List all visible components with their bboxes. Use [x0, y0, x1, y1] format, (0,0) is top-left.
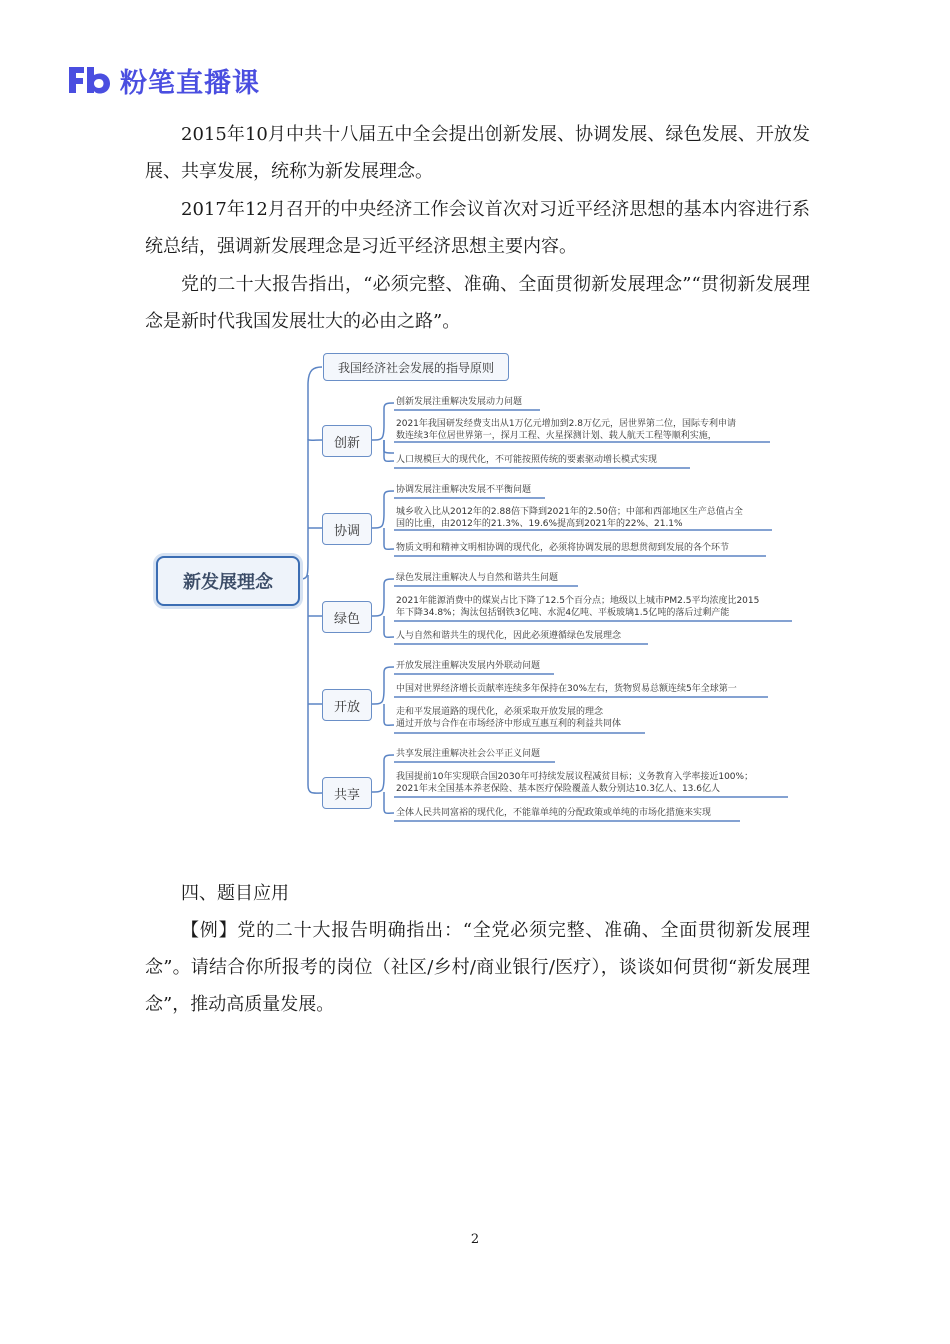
- leaf-openness-data: 中国对世界经济增长贡献率连续多年保持在30%左右，货物贸易总额连续5年全球第一: [396, 684, 737, 694]
- leaf-green-modernization: 人与自然和谐共生的现代化，因此必须遵循绿色发展理念: [396, 631, 622, 641]
- fb-logo-icon: [66, 63, 112, 97]
- category-coordination: 协调: [322, 513, 372, 545]
- leaf-innovation-data: 2021年我国研发经费支出从1万亿元增加到2.8万亿元，居世界第二位，国际专利申请 数连续3年位居世界第一，探月工程、火星探测计划、载人航天工程等顺利实施，: [396, 419, 736, 441]
- brand-name: 粉笔直播课: [120, 67, 260, 99]
- section-heading-application: 四、题目应用: [181, 883, 289, 904]
- leaf-innovation-goal: 创新发展注重解决发展动力问题: [396, 397, 523, 407]
- category-innovation: 创新: [322, 425, 372, 457]
- category-green: 绿色: [322, 601, 372, 633]
- leaf-coordination-goal: 协调发展注重解决发展不平衡问题: [396, 485, 532, 495]
- leaf-sharing-modernization: 全体人民共同富裕的现代化，不能靠单纯的分配政策或单纯的市场化措施来实现: [396, 808, 712, 818]
- leaf-openness-modernization: 走和平发展道路的现代化，必须采取开放发展的理念 通过开放与合作在市场经济中形成互惠互利的利益共同体: [396, 707, 622, 729]
- paragraph-2015: 2015年10月中共十八届五中全会提出创新发展、协调发展、绿色发展、开放发展、共享发展，统称为新发展理念。: [145, 124, 810, 182]
- leaf-green-data: 2021年能源消费中的煤炭占比下降了12.5个百分点；地级以上城市PM2.5平均浓度比2015 年下降34.8%；淘汰包括钢铁3亿吨、水泥4亿吨、平板玻璃1.5亿吨的落后过剩产能: [396, 596, 760, 618]
- leaf-sharing-data: 我国提前10年实现联合国2030年可持续发展议程减贫目标；义务教育入学率接近100%； 2021年末全国基本养老保险、基本医疗保险覆盖人数分别达10.3亿人、13.6亿人: [396, 772, 754, 794]
- paragraph-2017: 2017年12月召开的中央经济工作会议首次对习近平经济思想的基本内容进行系统总结，强调新发展理念是习近平经济思想主要内容。: [145, 199, 810, 257]
- leaf-openness-goal: 开放发展注重解决发展内外联动问题: [396, 661, 541, 671]
- mindmap-guiding-principle-node: 我国经济社会发展的指导原则: [323, 353, 509, 381]
- leaf-innovation-modernization: 人口规模巨大的现代化，不可能按照传统的要素驱动增长模式实现: [396, 455, 658, 465]
- page-number: 2: [470, 1232, 480, 1247]
- paragraph-report: 党的二十大报告指出，“必须完整、准确、全面贯彻新发展理念”“贯彻新发展理念是新时代我国发展壮大的必由之路”。: [145, 274, 810, 332]
- paragraph-example-question: 【例】党的二十大报告明确指出：“全党必须完整、准确、全面贯彻新发展理念”。请结合你所报考的岗位（社区/乡村/商业银行/医疗），谈谈如何贯彻“新发展理念”，推动高质量发展。: [145, 920, 810, 1015]
- category-sharing: 共享: [322, 777, 372, 809]
- leaf-green-goal: 绿色发展注重解决人与自然和谐共生问题: [396, 573, 559, 583]
- brand-logo: [66, 60, 260, 100]
- mindmap-center-node: 新发展理念: [156, 556, 300, 606]
- category-openness: 开放: [322, 689, 372, 721]
- leaf-coordination-data: 城乡收入比从2012年的2.88倍下降到2021年的2.50倍；中部和西部地区生产总值占全 国的比重，由2012年的21.3%、19.6%提高到2021年的22%、21.1%: [396, 507, 743, 529]
- leaf-sharing-goal: 共享发展注重解决社会公平正义问题: [396, 749, 541, 759]
- leaf-coordination-modernization: 物质文明和精神文明相协调的现代化，必须将协调发展的思想贯彻到发展的各个环节: [396, 543, 730, 553]
- mindmap-figure: [150, 345, 800, 830]
